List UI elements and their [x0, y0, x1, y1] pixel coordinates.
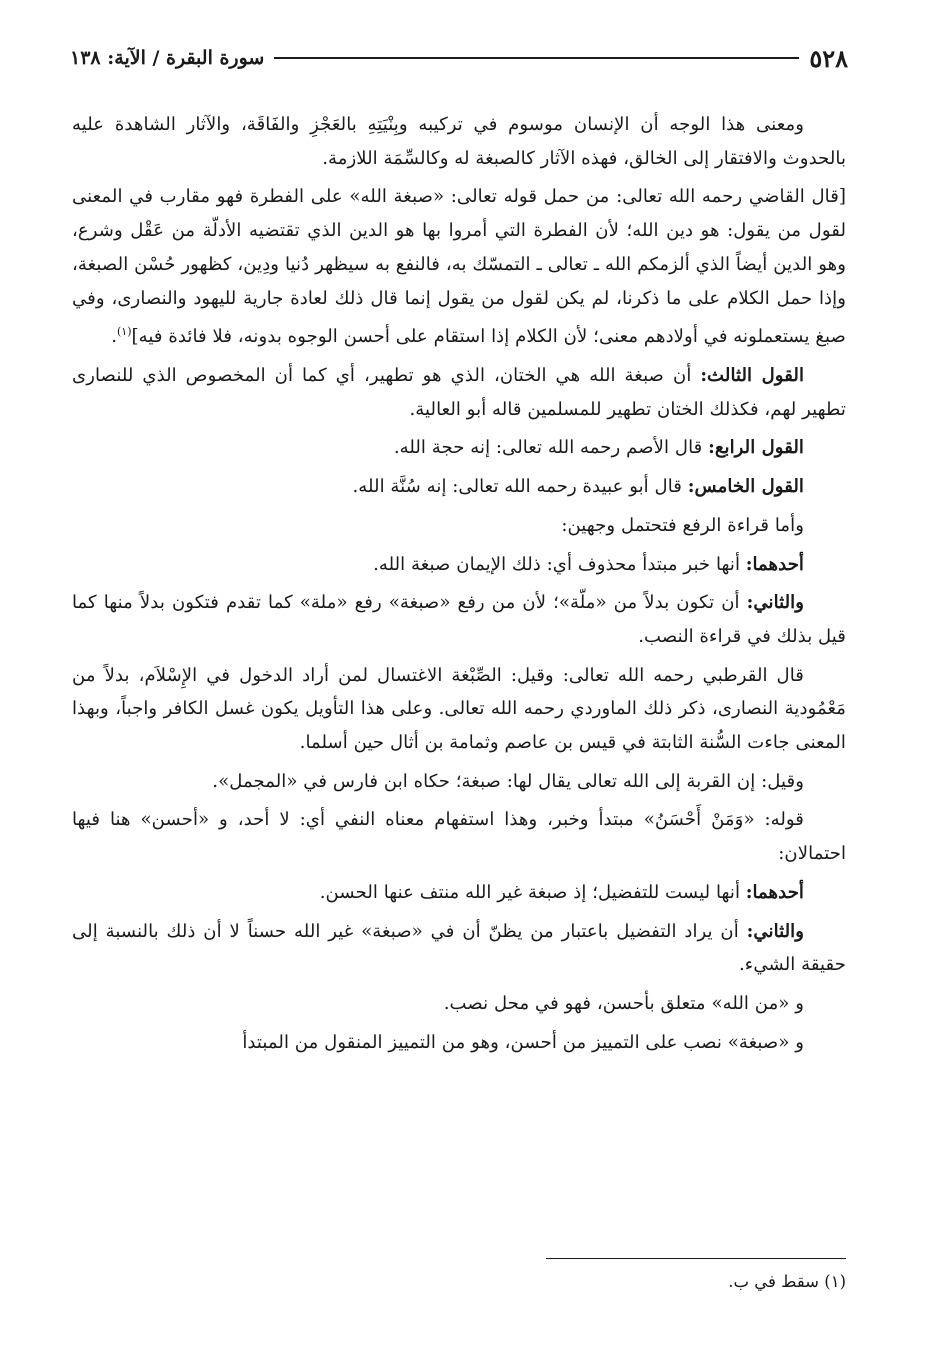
page-header	[70, 40, 848, 76]
paragraph	[72, 548, 846, 582]
running-title: سورة البقرة / الآية: ١٣٨	[70, 47, 265, 69]
footnote-ref: (١)	[117, 325, 132, 339]
paragraph	[72, 915, 846, 982]
paragraph-text: قال القرطبي رحمه الله تعالى: وقيل: الصِّبْغة الاغتسال لمن أراد الدخول في الإِسْلاَم، بدلاً من مَعْمُودية النصارى، ذكر ذلك الماوردي رحمه الله تعالى. وعلى هذا التأويل يكون غسل الكافر واجباً، وبهذا المعنى جاءت السُّنة الثابتة في قيس بن عاصم وثمامة بن أثال حين أسلما.	[72, 664, 846, 754]
paragraph-text: ومعنى هذا الوجه أن الإنسان موسوم في تركيبه وبِنْيَتِهِ بالعَجْزِ والفَاقَة، والآثار الشاهدة عليه بالحدوث والافتقار إلى الخالق، فهذه الآثار كالصبغة له وكالسِّمَة اللازمة.	[72, 114, 846, 169]
paragraph	[72, 509, 846, 543]
paragraph-text: وقيل: إن القربة إلى الله تعالى يقال لها: صبغة؛ حكاه ابن فارس في «المجمل».	[212, 770, 804, 792]
paragraph	[72, 659, 846, 760]
paragraph-lead: أحدهما:	[745, 553, 804, 575]
paragraph-lead: القول الرابع:	[708, 437, 804, 459]
paragraph-lead: والثاني:	[746, 920, 804, 942]
paragraph-text: أن تكون بدلاً من «ملّة»؛ لأن من رفع «صبغة» رفع «ملة» كما تقدم فتكون بدلاً منها كما قيل بذلك في قراءة النصب.	[72, 592, 846, 647]
paragraph-lead: أحدهما:	[745, 881, 804, 903]
paragraph-text: أنها خبر مبتدأ محذوف أي: ذلك الإيمان صبغة الله.	[373, 553, 746, 575]
paragraph	[72, 803, 846, 870]
paragraph-text: قال الأصم رحمه الله تعالى: إنه حجة الله.	[393, 437, 709, 459]
paragraph	[72, 359, 846, 426]
paragraph-text: و «من الله» متعلق بأحسن، فهو في محل نصب.	[443, 992, 804, 1014]
paragraph-text: [قال القاضي رحمه الله تعالى: من حمل قوله تعالى: «صبغة الله» على الفطرة فهو مقارب في المعنى لقول من يقول: هو دين الله؛ لأن الفطرة التي أمروا بها هو الدين الذي تقتضيه الأدلّة من عَقْل وشرع، وهو الدين أيضاً الذي ألزمكم الله ـ تعالى ـ التمسّك به، فالنفع به سيظهر دُنيا ودِين، كظهور حُسْن الصبغة، وإذا حمل الكلام على ما ذكرنا، لم يكن لقول من يقول إنما قال ذلك لعادة جارية لليهود والنصارى، وفي صبغ يستعملونه في أولادهم معنى؛ لأن الكلام إذا استقام على أحسن الوجوه بدونه، فلا فائدة فيه]	[72, 186, 846, 348]
footnote-rule	[546, 1258, 846, 1259]
paragraph	[72, 876, 846, 910]
paragraph: [قال القاضي رحمه الله تعالى: من حمل قوله تعالى: «صبغة الله» على الفطرة فهو مقارب في المعنى لقول من يقول: هو دين الله؛ لأن الفطرة التي أمروا بها هو الدين الذي تقتضيه الأدلّة من عَقْل وشرع، وهو الدين أيضاً الذي ألزمكم الله ـ تعالى ـ التمسّك به، فالنفع به سيظهر دُنيا ودِين، كظهور حُسْن الصبغة، وإذا حمل الكلام على ما ذكرنا، لم يكن لقول من يقول إنما قال ذلك لعادة جارية لليهود والنصارى، وفي صبغ يستعملونه في أولادهم معنى؛ لأن الكلام إذا استقام على أحسن الوجوه بدونه، فلا فائدة فيه]$^{(١)}$.	[72, 186, 846, 348]
body-text	[72, 108, 846, 1064]
paragraph-text: أن صبغة الله هي الختان، الذي هو تطهير، أي كما أن المخصوص الذي للنصارى تطهير لهم، فكذلك الختان تطهير للمسلمين قاله أبو العالية.	[72, 364, 846, 420]
paragraph	[72, 108, 846, 175]
footnote: (١) سقط في ب.	[728, 1272, 846, 1291]
paragraph-text: وأما قراءة الرفع فتحتمل وجهين:	[561, 514, 804, 536]
paragraph	[72, 987, 846, 1021]
paragraph-text: قال أبو عبيدة رحمه الله تعالى: إنه سُنَّة الله.	[352, 476, 688, 498]
paragraph	[72, 470, 846, 504]
paragraph	[72, 765, 846, 799]
paragraph-text: قوله: «وَمَنْ أَحْسَنُ» مبتدأ وخبر، وهذا استفهام معناه النفي أي: لا أحد، و «أحسن» هنا فيها احتمالان:	[72, 809, 846, 865]
paragraph	[72, 586, 846, 653]
paragraph-text: و «صبغة» نصب على التمييز من أحسن، وهو من التمييز المنقول من المبتدأ	[242, 1031, 804, 1053]
paragraph-lead: القول الثالث:	[700, 364, 804, 386]
paragraph	[72, 431, 846, 465]
paragraph-text: أنها ليست للتفضيل؛ إذ صبغة غير الله منتف عنها الحسن.	[319, 881, 746, 903]
paragraph-lead: القول الخامس:	[687, 476, 804, 498]
paragraph	[72, 1026, 846, 1060]
paragraph-text: أن يراد التفضيل باعتبار من يظنّ أن في «صبغة» غير الله حسناً لا أن ذلك بالنسبة إلى حقيقة الشيء.	[72, 920, 846, 976]
page-number: ٥٢٨	[809, 43, 848, 73]
paragraph-lead: والثاني:	[746, 592, 804, 614]
header-rule	[274, 57, 799, 59]
